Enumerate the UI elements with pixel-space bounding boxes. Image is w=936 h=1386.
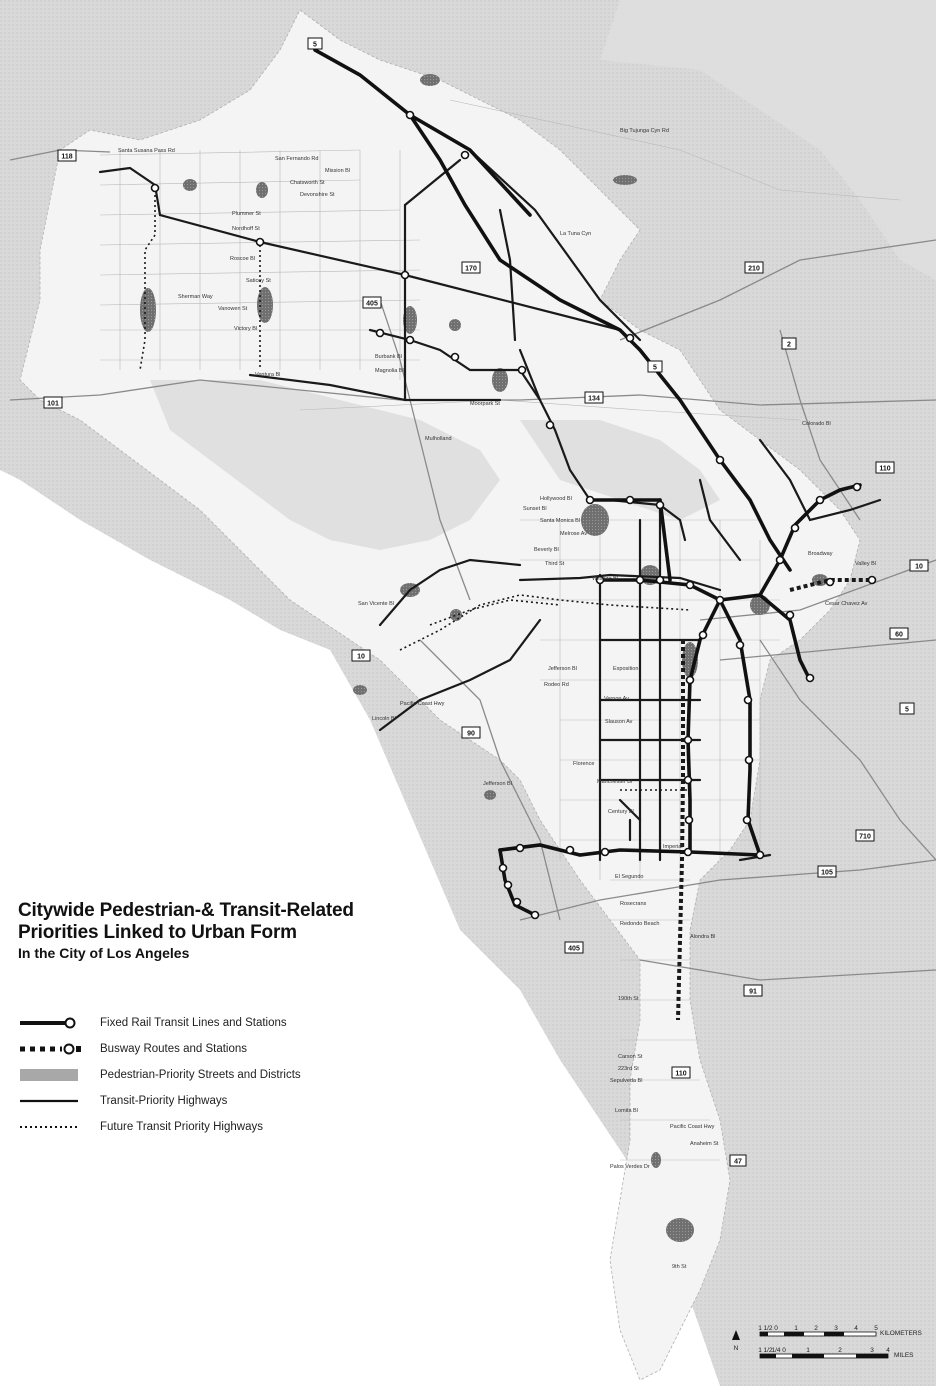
label-slauson: Slauson Av xyxy=(605,719,633,725)
svg-text:MILES: MILES xyxy=(894,1352,914,1359)
label-third: Third St xyxy=(545,561,565,567)
label-lomita: Lomita Bl xyxy=(615,1108,638,1114)
svg-text:3: 3 xyxy=(870,1347,874,1354)
svg-text:2: 2 xyxy=(814,1325,818,1332)
svg-text:4: 4 xyxy=(886,1347,890,1354)
svg-text:10: 10 xyxy=(915,563,923,571)
svg-text:5: 5 xyxy=(653,364,657,372)
label-la-tuna: La Tuna Cyn xyxy=(560,231,592,237)
label-mulholland: Mulholland xyxy=(425,436,452,442)
svg-text:1/2: 1/2 xyxy=(763,1347,773,1354)
label-lincoln: Lincoln Bl xyxy=(372,716,396,722)
shield-110-south xyxy=(672,1067,690,1078)
svg-text:1/4: 1/4 xyxy=(771,1347,781,1354)
svg-text:5: 5 xyxy=(905,706,909,714)
mile-scale xyxy=(758,1347,914,1359)
label-jefferson-west: Jefferson Bl xyxy=(483,781,512,787)
scale-bar xyxy=(728,1320,928,1376)
legend-label: Fixed Rail Transit Lines and Stations xyxy=(100,1017,287,1029)
label-broadway: Broadway xyxy=(808,551,833,557)
legend xyxy=(18,1010,348,1140)
shield-110-north xyxy=(876,462,894,473)
label-rodeo: Rodeo Rd xyxy=(544,682,569,688)
label-victory: Victory Bl xyxy=(234,326,258,332)
svg-text:405: 405 xyxy=(366,300,378,308)
label-century: Century Bl xyxy=(608,809,634,815)
label-vernon: Vernon Av xyxy=(604,696,629,702)
svg-text:134: 134 xyxy=(588,395,600,403)
legend-item-busway xyxy=(18,1036,348,1062)
svg-text:2: 2 xyxy=(787,341,791,349)
svg-text:10: 10 xyxy=(357,653,365,661)
svg-text:1: 1 xyxy=(758,1325,762,1332)
pedestrian-area-icon xyxy=(18,1066,82,1084)
shield-91 xyxy=(744,985,762,996)
label-santa-monica: Santa Monica Bl xyxy=(540,518,581,524)
svg-text:3: 3 xyxy=(834,1325,838,1332)
legend-label: Pedestrian-Priority Streets and Districts xyxy=(100,1069,301,1081)
svg-text:N: N xyxy=(733,1345,739,1352)
label-sherman-way: Sherman Way xyxy=(178,294,213,300)
transit-highway-icon xyxy=(18,1092,82,1110)
label-ventura: Ventura Bl xyxy=(255,372,281,378)
legend-label: Busway Routes and Stations xyxy=(100,1043,248,1055)
svg-text:90: 90 xyxy=(467,730,475,738)
label-beverly: Beverly Bl xyxy=(534,547,559,553)
svg-text:91: 91 xyxy=(749,988,757,996)
label-san-fernando: San Fernando Rd xyxy=(275,156,319,162)
label-valley: Valley Bl xyxy=(855,561,876,567)
svg-text:105: 105 xyxy=(821,869,833,877)
shield-170 xyxy=(462,262,480,273)
label-pch-west: Pacific Coast Hwy xyxy=(400,701,445,707)
shield-90 xyxy=(462,727,480,738)
label-san-vicente: San Vicente Bl xyxy=(358,601,394,607)
shield-210 xyxy=(745,262,763,273)
svg-text:110: 110 xyxy=(675,1070,687,1078)
label-vanowen: Vanowen St xyxy=(218,306,248,312)
label-colorado: Colorado Bl xyxy=(802,421,831,427)
svg-text:2: 2 xyxy=(838,1347,842,1354)
shield-10-west xyxy=(352,650,370,661)
label-chatsworth: Chatsworth St xyxy=(290,180,325,186)
svg-text:118: 118 xyxy=(61,153,73,161)
label-190th: 190th St xyxy=(618,996,639,1002)
svg-text:5: 5 xyxy=(874,1325,878,1332)
legend-item-fixed-rail xyxy=(18,1010,348,1036)
shield-5-mid xyxy=(648,361,662,372)
legend-item-pedestrian xyxy=(18,1062,348,1088)
legend-label: Future Transit Priority Highways xyxy=(100,1121,263,1133)
km-scale xyxy=(758,1325,922,1337)
label-saticoy: Saticoy St xyxy=(246,278,271,284)
map-title-block xyxy=(18,900,438,962)
shield-118 xyxy=(58,150,76,161)
label-nordhoff: Nordhoff St xyxy=(232,226,260,232)
legend-label: Transit-Priority Highways xyxy=(100,1095,228,1107)
label-anaheim: Anaheim St xyxy=(690,1141,719,1147)
svg-text:5: 5 xyxy=(313,41,317,49)
label-el-segundo: El Segundo xyxy=(615,874,644,880)
svg-text:101: 101 xyxy=(47,400,59,408)
svg-text:710: 710 xyxy=(859,833,871,841)
label-exposition: Exposition xyxy=(613,666,639,672)
label-manchester: Manchester Bl xyxy=(597,779,633,785)
svg-text:47: 47 xyxy=(734,1158,742,1166)
shield-60 xyxy=(890,628,908,639)
svg-text:405: 405 xyxy=(568,945,580,953)
map-subtitle: In the City of Los Angeles xyxy=(18,945,190,961)
shield-101 xyxy=(44,397,62,408)
busway-icon xyxy=(18,1040,82,1058)
shield-710 xyxy=(856,830,874,841)
shield-5-south xyxy=(900,703,914,714)
label-plummer: Plummer St xyxy=(232,211,261,217)
label-carson: Carson St xyxy=(618,1054,643,1060)
label-alondra: Alondra Bl xyxy=(690,934,716,940)
shield-405-south xyxy=(565,942,583,953)
label-roscoe: Roscoe Bl xyxy=(230,256,256,262)
map-title-line1: Citywide Pedestrian-& Transit-Related xyxy=(18,900,354,921)
svg-text:110: 110 xyxy=(879,465,891,473)
svg-text:0: 0 xyxy=(782,1347,786,1354)
label-devonshire: Devonshire St xyxy=(300,192,335,198)
svg-text:170: 170 xyxy=(465,265,477,273)
fixed-rail-icon xyxy=(18,1014,82,1032)
shield-5-north xyxy=(308,38,322,49)
map-title-line2: Priorities Linked to Urban Form xyxy=(18,922,297,943)
label-florence: Florence xyxy=(573,761,595,767)
label-223rd: 223rd St xyxy=(618,1066,639,1072)
shield-47 xyxy=(730,1155,746,1166)
label-santa-susana: Santa Susana Pass Rd xyxy=(118,148,175,154)
label-imperial: Imperial xyxy=(663,844,683,850)
shield-105 xyxy=(818,866,836,877)
north-arrow-icon xyxy=(732,1330,740,1352)
svg-text:1: 1 xyxy=(794,1325,798,1332)
label-burbank: Burbank Bl xyxy=(375,354,402,360)
legend-item-transit-highway xyxy=(18,1088,348,1114)
label-sunset: Sunset Bl xyxy=(523,506,547,512)
label-sepulveda-south: Sepulveda Bl xyxy=(610,1078,643,1084)
shield-2 xyxy=(782,338,796,349)
label-jefferson: Jefferson Bl xyxy=(548,666,577,672)
label-pch-south: Pacific Coast Hwy xyxy=(670,1124,715,1130)
label-moorpark: Moorpark St xyxy=(470,401,500,407)
svg-text:60: 60 xyxy=(895,631,903,639)
label-hollywood: Hollywood Bl xyxy=(540,496,572,502)
shield-405-north xyxy=(363,297,381,308)
svg-text:KILOMETERS: KILOMETERS xyxy=(880,1330,922,1337)
svg-text:0: 0 xyxy=(774,1325,778,1332)
legend-item-future-highway xyxy=(18,1114,348,1140)
svg-text:210: 210 xyxy=(748,265,760,273)
svg-text:1: 1 xyxy=(758,1347,762,1354)
svg-text:1/2: 1/2 xyxy=(763,1325,773,1332)
label-wilshire: Wilshire Bl xyxy=(592,576,618,582)
label-rosecrans: Rosecrans xyxy=(620,901,647,907)
label-melrose: Melrose Av xyxy=(560,531,588,537)
label-cesar-chavez: Cesar Chavez Av xyxy=(825,601,868,607)
future-highway-icon xyxy=(18,1118,82,1136)
label-big-tujunga: Big Tujunga Cyn Rd xyxy=(620,128,669,134)
shield-10-east xyxy=(910,560,928,571)
svg-text:4: 4 xyxy=(854,1325,858,1332)
svg-text:1: 1 xyxy=(806,1347,810,1354)
shield-134 xyxy=(585,392,603,403)
label-magnolia: Magnolia Bl xyxy=(375,368,404,374)
label-mission: Mission Bl xyxy=(325,168,351,174)
label-palos-verdes: Palos Verdes Dr xyxy=(610,1164,650,1170)
label-redondo-beach: Redondo Beach xyxy=(620,921,660,927)
label-9th: 9th St xyxy=(672,1264,687,1270)
